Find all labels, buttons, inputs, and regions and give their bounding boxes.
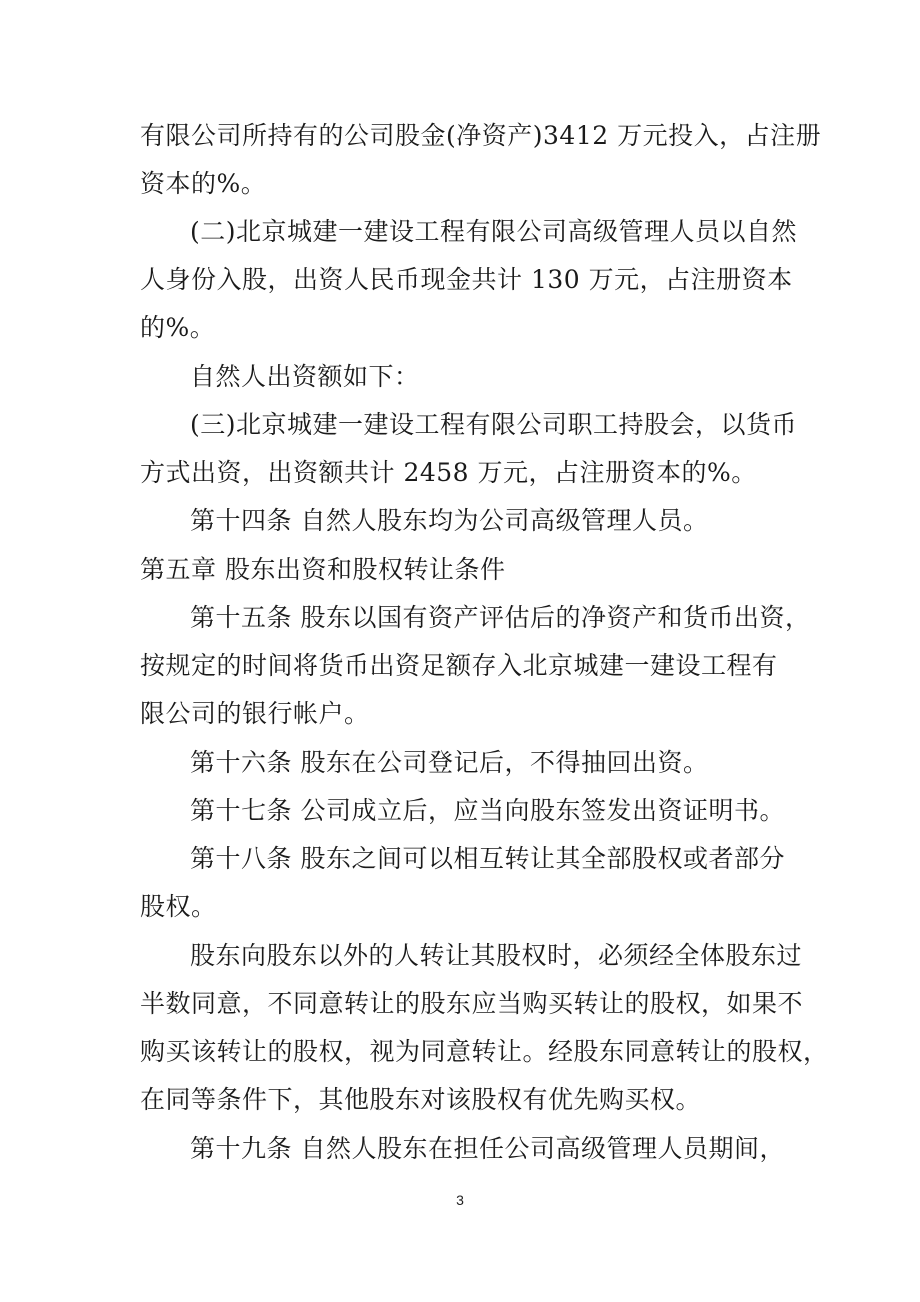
chapter-heading: 第五章 股东出资和股权转让条件 bbox=[140, 555, 506, 584]
text-line-16: 第十八条 股东之间可以相互转让其全部股权或者部分 bbox=[190, 844, 785, 873]
text-line-19: 半数同意，不同意转让的股东应当购买转让的股权，如果不 bbox=[140, 989, 804, 1018]
text-line-2: 资本的%。 bbox=[140, 169, 267, 198]
text-line-9: 第十四条 自然人股东均为公司高级管理人员。 bbox=[190, 506, 709, 535]
text-line-1: 有限公司所持有的公司股金(净资产)3412 万元投入，占注册 bbox=[140, 121, 822, 150]
page-number: 3 bbox=[456, 1192, 464, 1208]
text-line-6: 自然人出资额如下： bbox=[190, 362, 420, 391]
text-line-12: 按规定的时间将货币出资足额存入北京城建一建设工程有 bbox=[140, 651, 778, 680]
text-line-22: 第十九条 自然人股东在担任公司高级管理人员期间， bbox=[190, 1134, 785, 1163]
text-line-7: (三)北京城建一建设工程有限公司职工持股会，以货币 bbox=[190, 410, 798, 439]
text-line-21: 在同等条件下，其他股东对该股权有优先购买权。 bbox=[140, 1085, 702, 1114]
text-line-11: 第十五条 股东以国有资产评估后的净资产和货币出资， bbox=[190, 603, 811, 632]
text-line-5: 的%。 bbox=[140, 313, 216, 342]
text-line-18: 股东向股东以外的人转让其股权时，必须经全体股东过 bbox=[190, 941, 803, 970]
text-line-17: 股权。 bbox=[140, 892, 217, 921]
text-line-13: 限公司的银行帐户。 bbox=[140, 699, 370, 728]
text-line-8: 方式出资，出资额共计 2458 万元，占注册资本的%。 bbox=[140, 458, 757, 487]
text-line-4: 人身份入股，出资人民币现金共计 130 万元，占注册资本 bbox=[140, 265, 793, 294]
text-line-14: 第十六条 股东在公司登记后，不得抽回出资。 bbox=[190, 748, 709, 777]
text-line-3: (二)北京城建一建设工程有限公司高级管理人员以自然 bbox=[190, 217, 798, 246]
text-line-15: 第十七条 公司成立后，应当向股东签发出资证明书。 bbox=[190, 796, 785, 825]
text-line-20: 购买该转让的股权，视为同意转让。经股东同意转让的股权， bbox=[140, 1037, 829, 1066]
